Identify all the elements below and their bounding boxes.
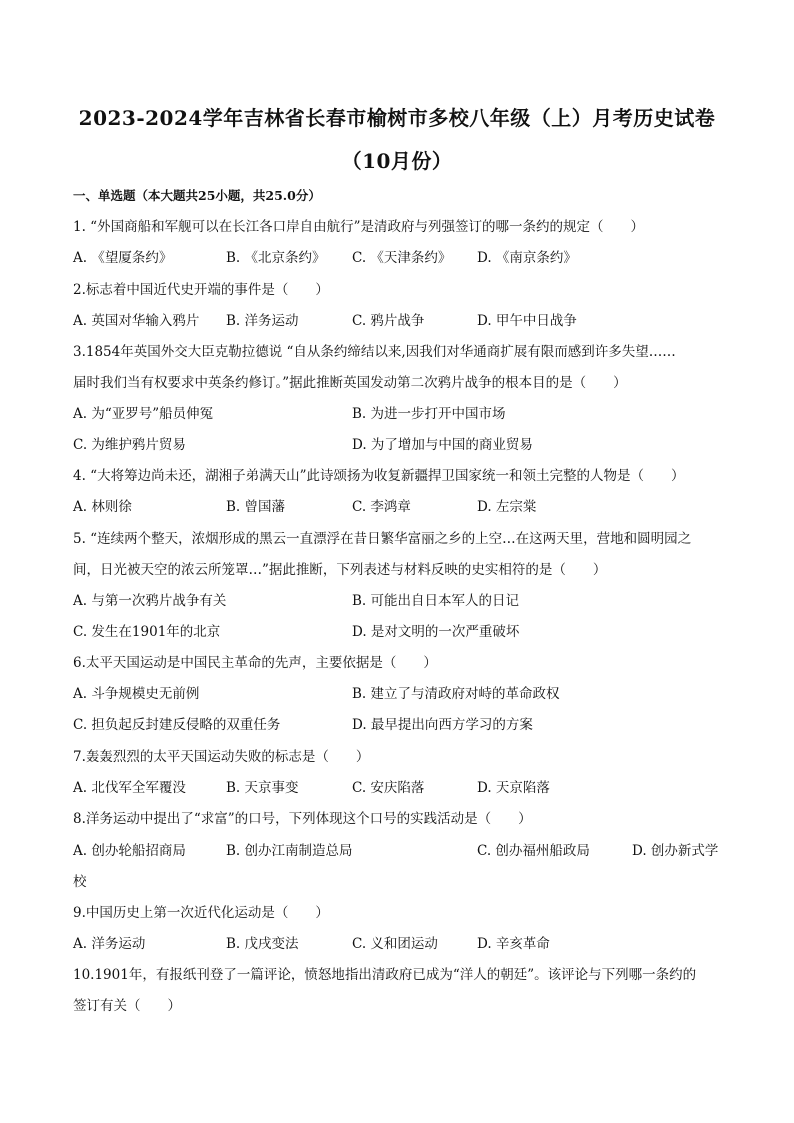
- question-9-option-c: C. 义和团运动: [352, 936, 438, 952]
- exam-subtitle: （10月份）: [341, 149, 453, 173]
- question-10-stem-line-1: 10.1901年，有报纸刊登了一篇评论，愤怒地指出清政府已成为“洋人的朝廷”。该评论与下列哪一条约的: [73, 967, 697, 983]
- question-4-option-a: A. 林则徐: [73, 499, 132, 515]
- question-7-option-c: C. 安庆陷落: [352, 780, 425, 796]
- question-8-option-d-wrap: 校: [73, 874, 87, 890]
- question-10-stem-line-2: 签订有关（ ）: [73, 998, 181, 1014]
- question-3-stem-line-2: 届时我们当有权要求中英条约修订。”据此推断英国发动第二次鸦片战争的根本目的是（ ）: [73, 375, 627, 391]
- question-7-stem: 7.轰轰烈烈的太平天国运动失败的标志是（ ）: [73, 749, 370, 765]
- question-9-option-d: D. 辛亥革命: [477, 936, 550, 952]
- question-2-option-a: A. 英国对华输入鸦片: [73, 313, 200, 329]
- question-4-option-b: B. 曾国藩: [226, 499, 286, 515]
- question-4-stem: 4. “大将筹边尚未还，湖湘子弟满天山”此诗颂扬为收复新疆捍卫国家统一和领土完整的人物是（ ）: [73, 468, 685, 484]
- question-7-option-a: A. 北伐军全军覆没: [73, 780, 186, 796]
- question-6-option-d: D. 最早提出向西方学习的方案: [352, 717, 533, 733]
- question-1-option-a: A. 《望厦条约》: [73, 250, 173, 266]
- question-9-stem: 9.中国历史上第一次近代化运动是（ ）: [73, 905, 329, 921]
- question-4-option-d: D. 左宗棠: [477, 499, 537, 515]
- question-3-option-a: A. 为“亚罗号”船员伸冤: [73, 406, 214, 422]
- question-8-option-a: A. 创办轮船招商局: [73, 843, 186, 859]
- question-8-stem: 8.洋务运动中提出了“求富”的口号，下列体现这个口号的实践活动是（ ）: [73, 811, 532, 827]
- question-5-option-d: D. 是对文明的一次严重破坏: [352, 624, 520, 640]
- question-2-option-b: B. 洋务运动: [226, 313, 299, 329]
- question-1-option-b: B. 《北京条约》: [226, 250, 326, 266]
- question-2-stem: 2.标志着中国近代史开端的事件是（ ）: [73, 282, 329, 298]
- question-5-option-c: C. 发生在1901年的北京: [73, 624, 221, 640]
- question-2-option-c: C. 鸦片战争: [352, 313, 425, 329]
- question-8-option-c: C. 创办福州船政局: [477, 843, 590, 859]
- question-7-option-b: B. 天京事变: [226, 780, 299, 796]
- question-1-stem: 1. “外国商船和军舰可以在长江各口岸自由航行”是清政府与列强签订的哪一条约的规定（ ）: [73, 219, 644, 235]
- question-3-option-d: D. 为了增加与中国的商业贸易: [352, 437, 533, 453]
- question-5-stem-line-1: 5. “连续两个整天，浓烟形成的黑云一直漂浮在昔日繁华富丽之乡的上空…在这两天里，营地和圆明园之: [73, 531, 692, 547]
- section-heading: 一、单选题（本大题共25小题，共25.0分）: [73, 188, 321, 203]
- question-9-option-b: B. 戊戌变法: [226, 936, 299, 952]
- question-8-option-b: B. 创办江南制造总局: [226, 843, 353, 859]
- question-6-option-a: A. 斗争规模史无前例: [73, 686, 200, 702]
- question-9-option-a: A. 洋务运动: [73, 936, 146, 952]
- question-6-stem: 6.太平天国运动是中国民主革命的先声，主要依据是（ ）: [73, 655, 437, 671]
- question-5-stem-line-2: 间，日光被天空的浓云所笼罩…”据此推断，下列表述与材料反映的史实相符的是（ ）: [73, 562, 607, 578]
- question-3-option-c: C. 为维护鸦片贸易: [73, 437, 186, 453]
- question-5-option-b: B. 可能出自日本军人的日记: [352, 593, 520, 609]
- exam-title: 2023-2024学年吉林省长春市榆树市多校八年级（上）月考历史试卷: [78, 106, 716, 130]
- question-5-option-a: A. 与第一次鸦片战争有关: [73, 593, 227, 609]
- question-2-option-d: D. 甲午中日战争: [477, 313, 577, 329]
- question-1-option-c: C. 《天津条约》: [352, 250, 452, 266]
- question-4-option-c: C. 李鸿章: [352, 499, 411, 515]
- question-7-option-d: D. 天京陷落: [477, 780, 550, 796]
- question-8-option-d: D. 创办新式学: [632, 843, 719, 859]
- question-6-option-b: B. 建立了与清政府对峙的革命政权: [352, 686, 560, 702]
- question-1-option-d: D. 《南京条约》: [477, 250, 577, 266]
- question-3-option-b: B. 为进一步打开中国市场: [352, 406, 506, 422]
- question-3-stem-line-1: 3.1854年英国外交大臣克勒拉德说 “自从条约缔结以来,因我们对华通商扩展有限而感到许多失望……: [73, 344, 676, 360]
- question-6-option-c: C. 担负起反封建反侵略的双重任务: [73, 717, 281, 733]
